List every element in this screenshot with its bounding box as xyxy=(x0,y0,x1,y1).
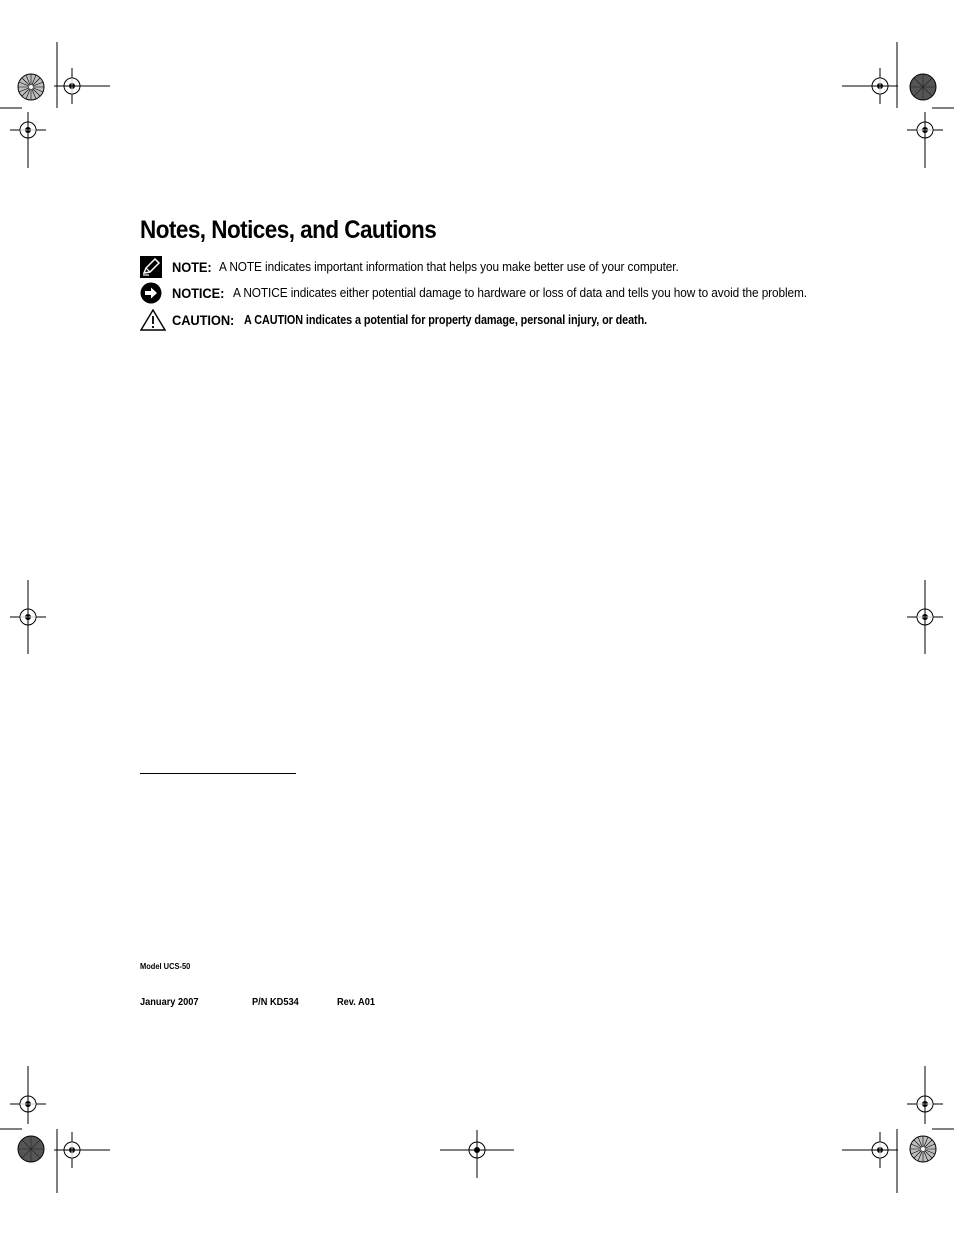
publication-date: January 2007 xyxy=(140,996,199,1008)
note-label: NOTE: xyxy=(172,259,212,275)
arrow-circle-icon xyxy=(140,281,172,305)
model-number: Model UCS-50 xyxy=(140,961,191,971)
notice-row xyxy=(140,281,844,305)
footnote-divider xyxy=(140,773,296,774)
page-title: Notes, Notices, and Cautions xyxy=(140,216,437,244)
caution-row xyxy=(140,308,712,332)
note-row xyxy=(140,255,708,279)
warning-triangle-icon xyxy=(140,308,172,332)
notice-text: A NOTICE indicates either potential damage to hardware or loss of data and tells you how to avoid the problem. xyxy=(232,286,807,300)
part-number: P/N KD534 xyxy=(252,996,299,1008)
caution-label: CAUTION: xyxy=(172,312,235,328)
note-text: A NOTE indicates important information that helps you make better use of your computer. xyxy=(219,260,679,274)
revision: Rev. A01 xyxy=(337,996,376,1008)
caution-text: A CAUTION indicates a potential for property damage, personal injury, or death. xyxy=(243,313,647,327)
notice-label: NOTICE: xyxy=(172,285,225,301)
pencil-note-icon xyxy=(140,255,172,279)
